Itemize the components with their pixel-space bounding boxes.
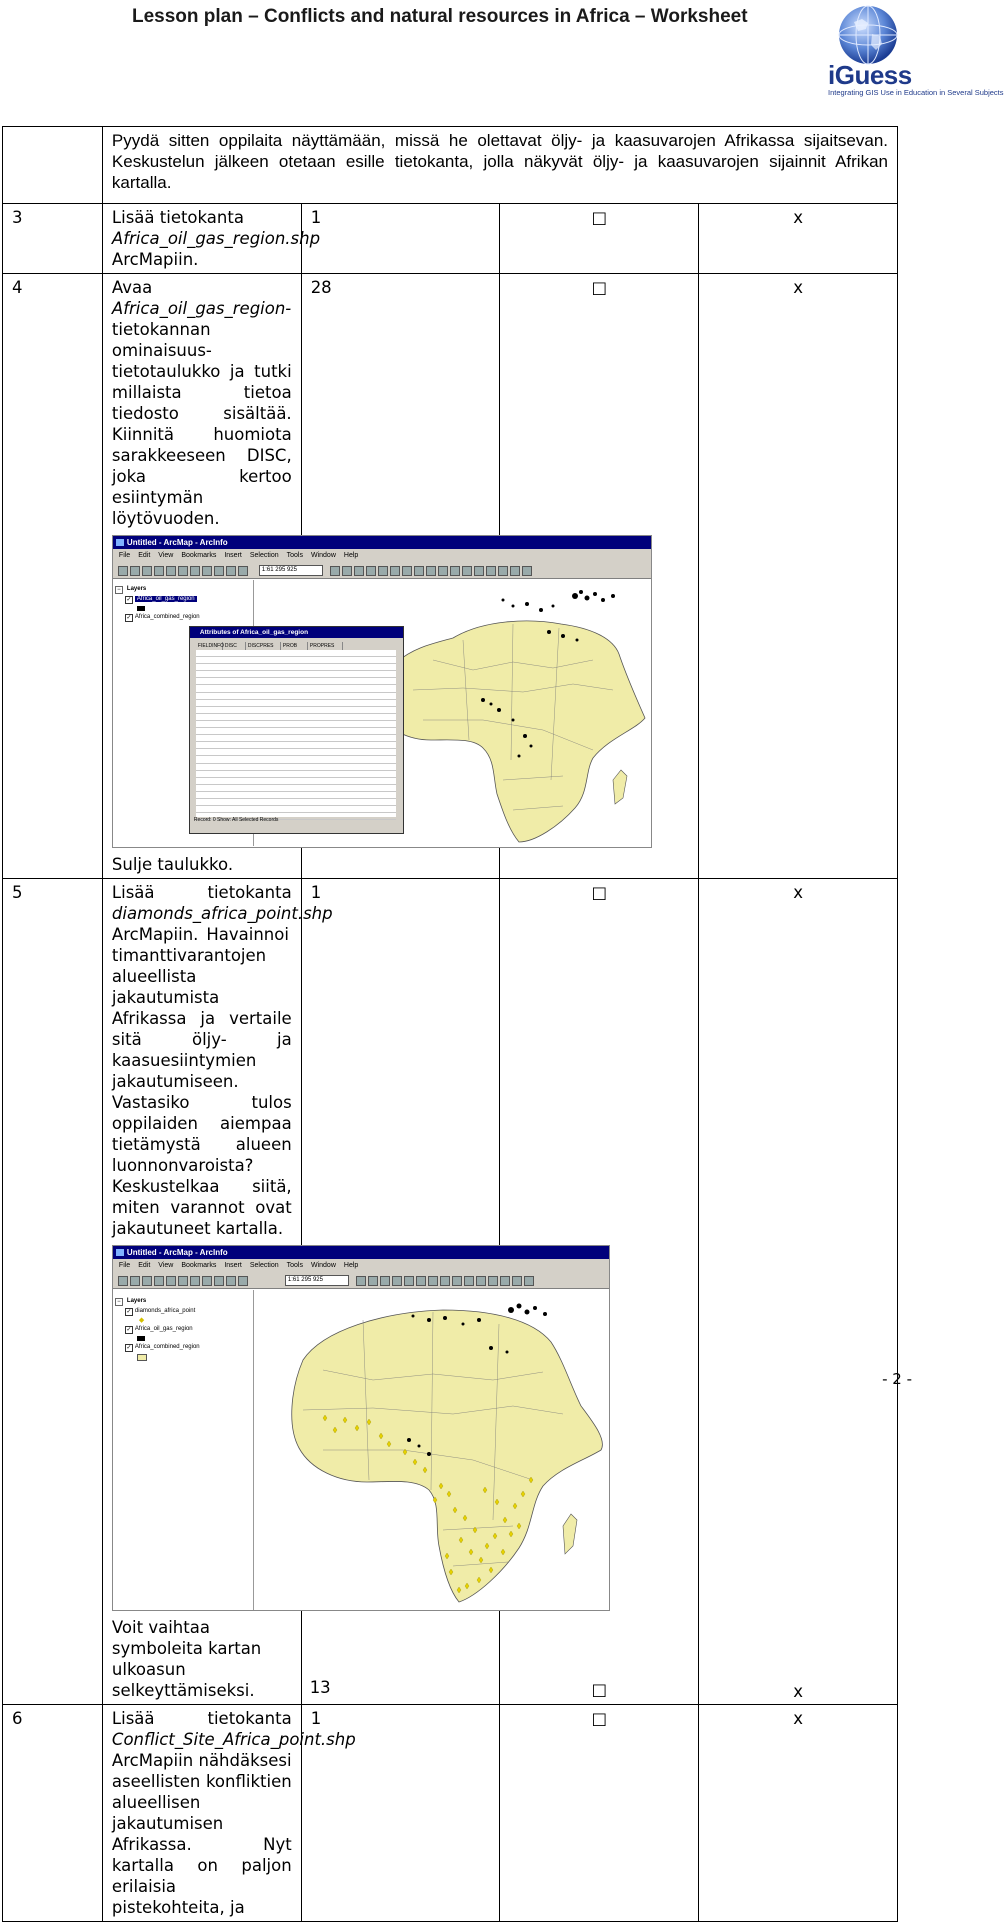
toolbar xyxy=(113,562,651,579)
minutes-value: 1 xyxy=(301,204,500,274)
minutes-value-followup: 13 xyxy=(309,1678,331,1697)
undo-icon[interactable] xyxy=(214,1276,224,1286)
menu-help[interactable]: Help xyxy=(343,1262,359,1269)
menu-window[interactable]: Window xyxy=(310,552,336,559)
layer-symbol xyxy=(137,1354,147,1361)
checkbox-icon[interactable]: □ xyxy=(500,1705,699,1922)
layer-symbol xyxy=(137,606,145,611)
menu-selection[interactable]: Selection xyxy=(249,1262,279,1269)
arcmap-screenshot-attributes xyxy=(112,535,652,848)
checkbox-icon[interactable]: ✓ xyxy=(126,1327,132,1333)
page-header-title: Lesson plan – Conflicts and natural resources in Africa – Worksheet xyxy=(132,6,748,27)
checkbox-icon[interactable]: □ xyxy=(591,1680,608,1699)
menu-tools[interactable]: Tools xyxy=(286,552,303,559)
attribute-table-title: Attributes of Africa_oil_gas_region xyxy=(190,627,403,638)
toolbox-icon[interactable] xyxy=(522,566,532,576)
paste-icon[interactable] xyxy=(190,566,200,576)
file-name: Africa_oil_gas_region- xyxy=(111,299,292,318)
menu-window[interactable]: Window xyxy=(310,1262,336,1269)
map-tips-icon[interactable] xyxy=(498,566,508,576)
checkbox-icon[interactable]: ✓ xyxy=(126,1345,132,1351)
menu-bar xyxy=(113,549,651,562)
page-number: - 2 - xyxy=(882,1370,912,1388)
x-mark: x xyxy=(699,1705,898,1922)
back-icon[interactable] xyxy=(414,566,424,576)
print-icon[interactable] xyxy=(154,566,164,576)
delete-icon[interactable] xyxy=(202,566,212,576)
table-row: 4 Avaa Africa_oil_gas_region- tietokannan ominaisuus-tietotaulukko ja tutki millaista tietoa tiedosto sisältää. Kiinnitä huomiota sarakkeeseen DISC, joka kertoo esiintymän löytövuoden. Untitled - ArcMap - ArcInfo File Edit View Bookmarks Insert Selection Tools Window Help 1:61 295 925 − Layers ✓ Africa_oil_gas_region ✓ Africa_combined_region Attributes of Africa_oil_gas_region FIELDINFODISC DISCPRES PROB PROPRES Record: 0 Show: All Selected Records Sulje taulukko. 28 □ x xyxy=(3,274,898,879)
layer-item[interactable]: ✓ Africa_oil_gas_region xyxy=(126,596,195,603)
menu-bookmarks[interactable]: Bookmarks xyxy=(181,552,217,559)
layer-symbol xyxy=(137,1336,145,1341)
step-number: 4 xyxy=(3,274,103,879)
menu-file[interactable]: File xyxy=(118,1262,131,1269)
column-header[interactable]: PROB xyxy=(281,642,308,650)
menu-insert[interactable]: Insert xyxy=(224,1262,242,1269)
column-header[interactable]: DISCPRES xyxy=(246,642,281,650)
logo-brand-text: iGuess xyxy=(828,60,912,90)
hyperlink-icon[interactable] xyxy=(486,566,496,576)
menu-bookmarks[interactable]: Bookmarks xyxy=(181,1262,217,1269)
x-mark: x xyxy=(793,1682,803,1701)
checkbox-icon[interactable]: □ xyxy=(500,274,699,879)
menu-edit[interactable]: Edit xyxy=(138,552,151,559)
file-name: Conflict_Site_Africa_point.shp xyxy=(111,1730,356,1749)
menu-insert[interactable]: Insert xyxy=(224,552,242,559)
close-table-text: Sulje taulukko. xyxy=(111,855,234,874)
forward-icon[interactable] xyxy=(426,566,436,576)
table-of-contents xyxy=(113,1290,254,1610)
menu-view[interactable]: View xyxy=(158,1262,174,1269)
menu-view[interactable]: View xyxy=(158,552,174,559)
attribute-table-window xyxy=(189,626,404,834)
checkbox-icon[interactable]: ✓ xyxy=(126,1309,132,1315)
minutes-value: 1 xyxy=(310,883,322,902)
x-mark: x xyxy=(699,274,898,879)
window-title: Untitled - ArcMap - ArcInfo xyxy=(126,538,228,547)
checkbox-icon[interactable]: □ xyxy=(591,883,608,902)
column-header[interactable]: FIELDINFO xyxy=(197,643,225,649)
scale-input[interactable]: 1:61 295 925 xyxy=(259,565,323,576)
cut-icon[interactable] xyxy=(166,566,176,576)
layer-item[interactable]: ✓ diamonds_africa_point xyxy=(126,1308,196,1315)
minutes-value: 1 xyxy=(301,1705,500,1922)
menu-file[interactable]: File xyxy=(118,552,131,559)
file-name: diamonds_africa_point.shp xyxy=(111,904,333,923)
cut-icon[interactable] xyxy=(166,1276,176,1286)
layers-heading: − Layers xyxy=(113,584,253,594)
record-navigation[interactable]: Record: 0 Show: All Selected Records xyxy=(193,817,279,823)
redo-icon[interactable] xyxy=(226,1276,236,1286)
checkbox-icon[interactable]: □ xyxy=(500,204,699,274)
fixed-zoom-out-icon[interactable] xyxy=(378,566,388,576)
undo-icon[interactable] xyxy=(214,566,224,576)
step-number: 5 xyxy=(3,879,103,1705)
paste-icon[interactable] xyxy=(190,1276,200,1286)
menu-tools[interactable]: Tools xyxy=(286,1262,303,1269)
open-icon[interactable] xyxy=(130,566,140,576)
redo-icon[interactable] xyxy=(226,566,236,576)
save-icon[interactable] xyxy=(142,566,152,576)
step-number: 3 xyxy=(3,204,103,274)
globe-icon xyxy=(832,4,904,66)
attribute-grid xyxy=(196,642,396,817)
step-number: 6 xyxy=(3,1705,103,1922)
layer-item[interactable]: ✓ Africa_combined_region xyxy=(126,614,200,621)
open-icon[interactable] xyxy=(130,1276,140,1286)
pan-icon[interactable] xyxy=(390,566,400,576)
checkbox-icon[interactable]: ✓ xyxy=(126,597,132,603)
table-row: 3 Lisää tietokanta Africa_oil_gas_region.shp ArcMapiin. 1 □ x xyxy=(3,204,898,274)
x-mark: x xyxy=(793,883,803,902)
add-data-icon[interactable] xyxy=(238,1276,248,1286)
print-icon[interactable] xyxy=(154,1276,164,1286)
minutes-value: 28 xyxy=(301,274,500,879)
layer-item[interactable]: ✓ Africa_oil_gas_region xyxy=(126,1326,193,1333)
symbol-tip-text: Voit vaihtaa symboleita kartan ulkoasun selkeyttämiseksi. xyxy=(111,1618,262,1700)
measure-icon[interactable] xyxy=(474,566,484,576)
table-row: 5 Lisää tietokanta diamonds_africa_point.shp ArcMapiin. Havainnoi timanttivarantojen alueellista jakautumista Afrikassa ja vertaile sitä öljy- ja kaasuesiintymien jakautumiseen. Vastasiko tulos oppilaiden aiempaa tietämystä alueen luonnonvaroista? Keskustelkaa siitä, miten varannot ovat jakautuneet kartalla. Untitled - ArcMap - ArcInfo File Edit View Bookmarks Insert Selection Tools Window Help 1:61 295 925 − Layers ✓ diamonds_africa_point ◆ ✓ Africa_oil_gas_region ✓ Africa_combined_region Voit vaihtaa symboleita kartan ulkoasun selkeyttämiseksi. 1 13 □ □ x x xyxy=(3,879,898,1705)
window-title: Untitled - ArcMap - ArcInfo xyxy=(126,1248,228,1257)
iguess-logo xyxy=(822,2,1004,100)
identify-icon[interactable] xyxy=(450,566,460,576)
menu-selection[interactable]: Selection xyxy=(249,552,279,559)
layer-item[interactable]: ✓ Africa_combined_region xyxy=(126,1344,200,1351)
delete-icon[interactable] xyxy=(202,1276,212,1286)
zoom-in-icon[interactable] xyxy=(342,566,352,576)
table-row: 6 Lisää tietokanta Conflict_Site_Africa_point.shp ArcMapiin nähdäksesi aseellisten konfliktien alueellisen jakautumisen Afrikassa. Nyt kartalla on paljon erilaisia pistekohteita, ja 1 □ x xyxy=(3,1705,898,1922)
table-row xyxy=(3,127,898,204)
scale-input[interactable]: 1:61 295 925 xyxy=(285,1275,349,1286)
editor-icon[interactable] xyxy=(330,566,340,576)
menu-help[interactable]: Help xyxy=(343,552,359,559)
intro-text: Pyydä sitten oppilaita näyttämään, missä he olettavat öljy- ja kaasuvarojen Afrikassa sijaitsevan. Keskustelun jälkeen otetaan esille tietokanta, jolla näkyvät öljy- ja kaasuvarojen sijainnit Afrikan kartalla. xyxy=(111,131,888,192)
zoom-out-icon[interactable] xyxy=(354,566,364,576)
select-icon[interactable] xyxy=(438,566,448,576)
menu-edit[interactable]: Edit xyxy=(138,1262,151,1269)
column-header[interactable]: DISC xyxy=(223,642,246,650)
add-data-icon[interactable] xyxy=(238,566,248,576)
copy-icon[interactable] xyxy=(178,1276,188,1286)
column-header[interactable]: PROPRES xyxy=(308,642,343,650)
diamond-symbol-icon: ◆ xyxy=(138,1317,145,1324)
x-mark: x xyxy=(699,204,898,274)
lesson-plan-table xyxy=(2,126,898,1922)
fixed-zoom-in-icon[interactable] xyxy=(366,566,376,576)
file-name: Africa_oil_gas_region.shp xyxy=(111,229,321,248)
full-extent-icon[interactable] xyxy=(402,566,412,576)
graphics-icon[interactable] xyxy=(510,566,520,576)
find-icon[interactable] xyxy=(462,566,472,576)
new-icon[interactable] xyxy=(118,566,128,576)
save-icon[interactable] xyxy=(142,1276,152,1286)
layers-heading: − Layers xyxy=(113,1296,253,1306)
copy-icon[interactable] xyxy=(178,566,188,576)
checkbox-icon[interactable]: ✓ xyxy=(126,615,132,621)
logo-tagline: Integrating GIS Use in Education in Several Subjects xyxy=(828,88,1004,97)
new-icon[interactable] xyxy=(118,1276,128,1286)
